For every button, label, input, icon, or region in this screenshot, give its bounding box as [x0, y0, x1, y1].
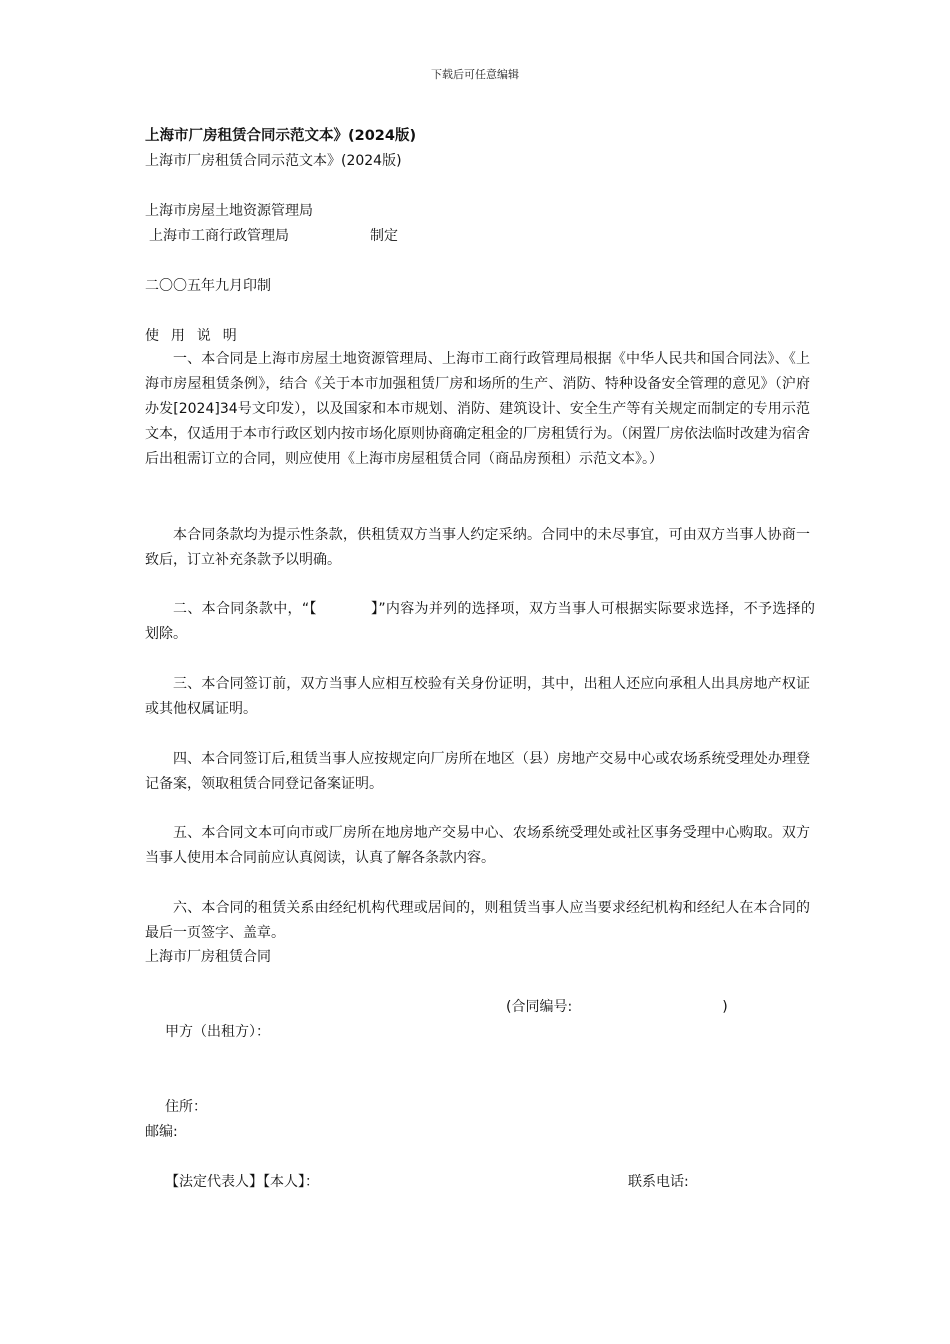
- party-a-label: 甲方（出租方）：: [165, 1024, 270, 1040]
- usage-paragraph-5: 四、本合同签订后,租赁当事人应按规定向厂房所在地区（县）房地产交易中心或农场系统受理处办理登记备案，领取租赁合同登记备案证明。: [145, 751, 810, 792]
- postcode-label: 邮编:: [145, 1124, 178, 1140]
- usage-paragraph-6: 五、本合同文本可向市或厂房所在地房地产交易中心、农场系统受理处或社区事务受理中心购取。双方当事人使用本合同前应认真阅读，认真了解各条款内容。: [145, 825, 810, 866]
- usage-paragraph-4: 三、本合同签订前，双方当事人应相互校验有关身份证明，其中，出租人还应向承租人出具房地产权证或其他权属证明。: [145, 676, 810, 717]
- issuer-suffix: 制定: [370, 228, 398, 244]
- usage-paragraph-3: [145, 597, 815, 647]
- usage-paragraph-7: 六、本合同的租赁关系由经纪机构代理或居间的，则租赁当事人应当要求经纪机构和经纪人在本合同的最后一页签字、盖章。: [145, 900, 810, 941]
- contract-number-label: (合同编号:: [506, 999, 573, 1015]
- document-title: 上海市厂房租赁合同示范文本》(2024版): [145, 153, 402, 169]
- legal-representative-label: 【法定代表人】【本人】：: [165, 1174, 319, 1190]
- contract-number-line: [506, 997, 728, 1017]
- issuer-land-bureau: 上海市房屋土地资源管理局: [145, 203, 313, 219]
- document-title-bold: 上海市厂房租赁合同示范文本》(2024版): [145, 128, 417, 144]
- address-label: 住所：: [165, 1099, 207, 1115]
- print-date: 二〇〇五年九月印制: [145, 278, 271, 294]
- paragraph-3-after: 】”内容为并列的选择项，双方当事人可根据实际要求选择，不予选择的划除。: [145, 601, 815, 642]
- issuer-industry-bureau-name: 上海市工商行政管理局: [149, 228, 289, 244]
- contract-title: 上海市厂房租赁合同: [145, 949, 271, 965]
- usage-paragraph-2: 本合同条款均为提示性条款，供租赁双方当事人约定采纳。合同中的未尽事宜，可由双方当事人协商一致后，订立补充条款予以明确。: [145, 527, 810, 568]
- paragraph-3-before: 二、本合同条款中，“【: [173, 601, 317, 617]
- phone-label: 联系电话:: [628, 1174, 689, 1190]
- contract-number-close: ): [722, 999, 728, 1015]
- issuer-industry-bureau: [149, 226, 398, 246]
- header-note: 下载后可任意编辑: [431, 68, 519, 81]
- usage-paragraph-1: 一、本合同是上海市房屋土地资源管理局、上海市工商行政管理局根据《中华人民共和国合同法》、《上海市房屋租赁条例》，结合《关于本市加强租赁厂房和场所的生产、消防、特种设备安全管理的意见》（沪府办发[2024]34号文印发），以及国家和本市规划、消防、建筑设计、安全生产等有关规定而制定的专用示范文本，仅适用于本市行政区划内按市场化原则协商确定租金的厂房租赁行为。（闲置厂房依法临时改建为宿舍后出租需订立的合同，则应使用《上海市房屋租赁合同（商品房预租）示范文本》。）: [145, 351, 810, 467]
- usage-heading: 使用说明: [145, 328, 249, 344]
